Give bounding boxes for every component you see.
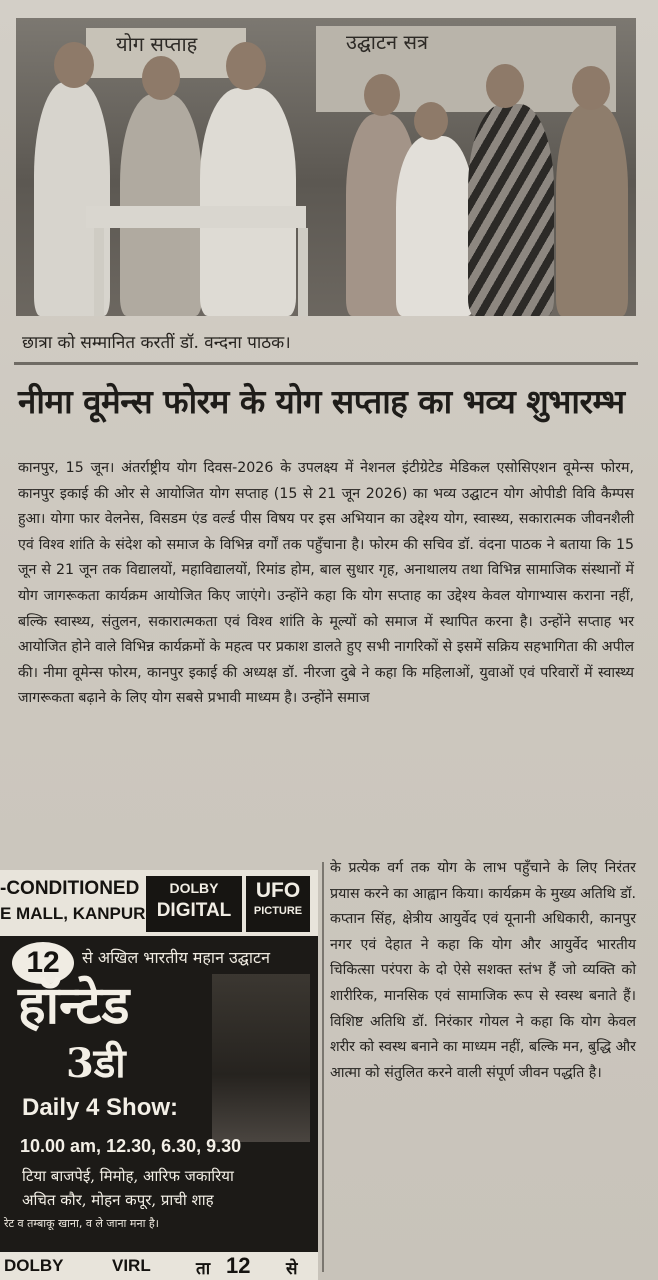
- photo-banner-right-text: उद्घाटन सत्र: [346, 30, 429, 54]
- article-column: [330, 856, 636, 1086]
- footer-date-number: 12: [226, 1253, 251, 1278]
- cast-line-1: टिया बाजपेई, मिमोह, आरिफ जकारिया: [22, 1167, 234, 1185]
- dolby-label: DOLBY: [169, 880, 219, 896]
- dolby-digital-logo: [146, 876, 242, 932]
- footer-dolby-text: DOLBY: [4, 1256, 64, 1275]
- person-figure: [468, 104, 554, 316]
- table-leg: [94, 228, 104, 316]
- person-head: [142, 56, 180, 100]
- table-leg: [298, 228, 308, 316]
- ufo-label: UFO: [255, 879, 301, 902]
- person-figure: [120, 94, 202, 316]
- person-head: [486, 64, 524, 108]
- film-title-3d: 3डी: [66, 1040, 126, 1087]
- person-figure: [200, 88, 296, 316]
- ad-cinema-line1: -CONDITIONED: [0, 878, 140, 899]
- digital-label: DIGITAL: [156, 900, 232, 921]
- footer-ta-text: ता: [196, 1259, 211, 1278]
- news-photo: [16, 18, 636, 316]
- picture-label: PICTURE: [253, 905, 303, 917]
- person-head: [414, 102, 448, 140]
- person-head: [54, 42, 94, 88]
- person-figure: [396, 136, 474, 316]
- ad-notice: रेट व तम्बाकू खाना, व ले जाना मना है।: [4, 1217, 159, 1230]
- article-paragraph-continued: के प्रत्येक वर्ग तक योग के लाभ पहुँचाने के लिए निरंतर प्रयास करने का आह्वान किया। कार्यक्रम के मुख्य अतिथि डॉ. कप्तान सिंह, क्षेत्रीय आयुर्वेद एवं यूनानी अधिकारी, कानपुर नगर एवं देहात ने कहा कि योग और आयुर्वेद भारतीय चिकित्सा परंपरा के दो ऐसे सशक्त स्तंभ हैं जो व्यक्ति को शारीरिक, मानसिक एवं सामाजिक रूप से स्वस्थ बनाते हैं। विशिष्ट अतिथि डॉ. निरंकार गोयल ने कहा कि योग केवल शरीर को स्वस्थ बनाने का माध्यम नहीं, बल्कि मन, बुद्धि और आत्मा को संतुलित करने वाली संपूर्ण जीवन पद्धति है।: [330, 860, 636, 1081]
- column-separator: [322, 862, 324, 1272]
- photo-caption: छात्रा को सम्मानित करतीं डॉ. वन्दना पाठक।: [22, 333, 291, 353]
- table: [86, 206, 306, 228]
- person-head: [572, 66, 610, 110]
- footer-virl-text: VIRL: [112, 1256, 151, 1275]
- divider: [14, 362, 638, 365]
- release-date-badge: 12: [12, 942, 74, 984]
- person-head: [364, 74, 400, 116]
- article-headline: नीमा वूमेन्स फोरम के योग सप्ताह का भव्य शुभारम्भ: [18, 382, 625, 421]
- ad-footer: [0, 1254, 318, 1280]
- footer-se-text: से: [286, 1259, 298, 1278]
- person-head: [226, 42, 266, 90]
- person-figure: [556, 104, 628, 316]
- ufo-logo: [246, 876, 310, 932]
- cast-line-2: अचित कौर, मोहन कपूर, प्राची शाह: [22, 1191, 214, 1209]
- film-poster: [212, 974, 310, 1142]
- ad-cinema-line2: E MALL, KANPUR: [0, 904, 146, 923]
- photo-banner-left-text: योग सप्ताह: [116, 32, 198, 56]
- film-title: हॉन्टेड: [18, 975, 130, 1036]
- ad-tagline: से अखिल भारतीय महान उद्घाटन: [82, 948, 270, 967]
- show-count: Daily 4 Show:: [22, 1094, 179, 1121]
- show-times: 10.00 am, 12.30, 6.30, 9.30: [20, 1136, 242, 1156]
- cinema-advertisement: [0, 870, 318, 1280]
- photo-banner-right: [316, 26, 616, 112]
- article-body: [18, 456, 634, 712]
- article-paragraph: कानपुर, 15 जून। अंतर्राष्ट्रीय योग दिवस-2026 के उपलक्ष्य में नेशनल इंटीग्रेटेड मेडिकल एसोसिएशन वूमेन्स फोरम, कानपुर इकाई की ओर से आयोजित योग सप्ताह (15 से 21 जून 2026) का भव्य उद्घाटन योग ओपीडी विवि कैम्पस हुआ। योगा फार वेलनेस, विसडम एंड वर्ल्ड पीस विषय पर इस अभियान का उद्देश्य योग, स्वास्थ्य, सकारात्मक जीवनशैली एवं विश्व शांति के संदेश को समाज के विभिन्न वर्गों तक पहुँचाना है। फोरम की सचिव डॉ. वंदना पाठक ने बताया कि 15 जून से 21 जून तक विद्यालयों, महाविद्यालयों, रिमांड होम, बाल सुधार गृह, अनाथालय तथा विभिन्न सामाजिक संस्थानों में योग जागरूकता कार्यक्रम आयोजित किए जाएंगे। उन्होंने कहा कि योग सप्ताह का उद्देश्य केवल योगाभ्यास कराना नहीं, बल्कि स्वास्थ्य, संतुलन, सकारात्मकता एवं विश्व शांति के मूल्यों को समाज में स्थापित करना है। उन्होंने सप्ताह भर आयोजित होने वाले विभिन्न कार्यक्रमों के महत्व पर प्रकाश डालते हुए सभी नागरिकों से इसमें सक्रिय सहभागिता की अपील की। नीमा वूमेन्स फोरम, कानपुर इकाई की अध्यक्ष डॉ. नीरजा दुबे ने कहा कि महिलाओं, युवाओं एवं परिवारों में स्वास्थ्य जागरूकता बढ़ाने के लिए योग सबसे प्रभावी माध्यम है। उन्होंने समाज: [18, 460, 634, 707]
